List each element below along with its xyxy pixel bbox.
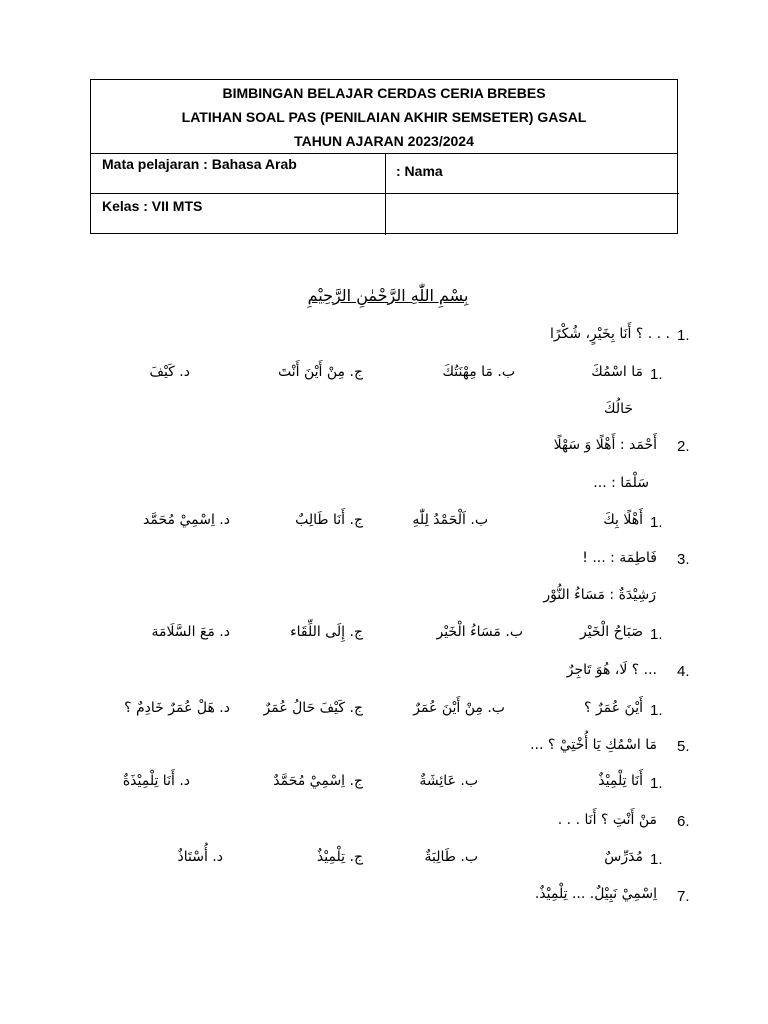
question-6-number: 6. xyxy=(677,813,690,830)
question-5-option-a[interactable]: أَنَا تِلْمِيْذٌ xyxy=(598,773,643,789)
question-4-text: ... ؟ لَا، هُوَ تَاجِرٌ xyxy=(566,662,657,678)
header-table xyxy=(90,79,678,234)
question-3-number: 3. xyxy=(677,551,690,568)
question-3-line-2: رَشِيْدَةٌ : مَسَاءُ النُّوْر xyxy=(543,587,656,603)
question-1-option-a[interactable]: مَا اسْمُكَ xyxy=(591,364,643,380)
question-2-option-number: 1. xyxy=(650,514,663,531)
question-5-option-b[interactable]: ب. عَائِشَةٌ xyxy=(419,773,478,789)
question-5-option-number: 1. xyxy=(650,775,663,792)
question-2-line-2: سَلْمَا : ... xyxy=(593,475,649,491)
header-line-1: BIMBINGAN BELAJAR CERDAS CERIA BREBES xyxy=(222,85,546,101)
question-2-option-d[interactable]: د. اِسْمِيْ مُحَمَّد xyxy=(143,512,230,528)
question-5-option-c[interactable]: ج. اِسْمِيْ مُحَمَّدٌ xyxy=(273,773,363,789)
question-5-option-d[interactable]: د. أَنَا تِلْمِيْذَةٌ xyxy=(122,773,190,789)
name-value-field[interactable] xyxy=(386,194,679,235)
question-6-option-d[interactable]: د. أُسْتَاذٌ xyxy=(177,849,223,865)
question-6-option-number: 1. xyxy=(650,851,663,868)
question-7-text: اِسْمِيْ نَبِيْلٌ. ... تِلْمِيْذٌ. xyxy=(534,886,657,902)
question-2-option-a[interactable]: أَهْلًا بِكَ xyxy=(603,512,643,528)
question-1-option-d[interactable]: د. كَيْفَ xyxy=(149,364,190,380)
question-6-option-a[interactable]: مُدَرِّسٌ xyxy=(604,849,643,865)
class-field: Kelas : VII MTS xyxy=(91,194,386,235)
question-4-option-c[interactable]: ج. كَيْفَ حَالُ عُمَرٌ xyxy=(263,700,363,716)
question-5-text: مَا اسْمُكِ يَا أُخْتِيْ ؟ ... xyxy=(530,737,657,753)
question-6-text: مَنْ أَنْتِ ؟ أَنَا . . . xyxy=(557,812,657,828)
question-2-number: 2. xyxy=(677,438,690,455)
question-2-line-1: أَحْمَد : أَهْلًا وَ سَهْلًا xyxy=(553,437,657,453)
question-2-option-b[interactable]: ب. اَلْحَمْدُ لِلّٰهِ xyxy=(412,512,488,528)
basmala: بِسْمِ اللّٰهِ الرَّحْمٰنِ الرَّحِيْمِ xyxy=(307,286,469,305)
question-1-option-b[interactable]: ب. مَا مِهْنَتُكَ xyxy=(442,364,515,380)
question-1-text: . . . ؟ أَنَا بِخَيْرٍ، شُكْرًا xyxy=(549,326,670,342)
question-1-option-d-cont: حَالُكَ xyxy=(604,401,633,417)
question-4-option-a[interactable]: أَيْنَ عُمَرٌ ؟ xyxy=(584,700,643,716)
name-field[interactable]: : Nama xyxy=(386,154,679,194)
question-3-option-a[interactable]: صَبَاحُ الْخَيْر xyxy=(579,624,643,640)
question-2-option-c[interactable]: ج. أَنَا طَالِبٌ xyxy=(295,512,363,528)
header-line-3: TAHUN AJARAN 2023/2024 xyxy=(294,133,474,149)
question-4-option-d[interactable]: د. هَلْ عُمَرٌ خَادِمٌ ؟ xyxy=(124,700,230,716)
question-5-number: 5. xyxy=(677,738,690,755)
question-1-option-number: 1. xyxy=(650,366,663,383)
subject-field: Mata pelajaran : Bahasa Arab xyxy=(91,154,386,194)
header-line-2: LATIHAN SOAL PAS (PENILAIAN AKHIR SEMSETER) GASAL xyxy=(181,109,587,125)
question-4-option-b[interactable]: ب. مِنْ أَيْنَ عُمَرٌ xyxy=(413,700,505,716)
question-6-option-b[interactable]: ب. طَالِبَةٌ xyxy=(424,849,478,865)
question-1-number: 1. xyxy=(677,327,690,344)
question-3-option-number: 1. xyxy=(650,626,663,643)
question-3-option-c[interactable]: ج. إِلَى اللِّقَاء xyxy=(290,624,363,640)
question-1-option-c[interactable]: ج. مِنْ أَيْنَ أَنْتَ xyxy=(278,364,363,380)
question-3-option-b[interactable]: ب. مَسَاءُ الْخَيْر xyxy=(436,624,523,640)
question-7-number: 7. xyxy=(677,888,690,905)
question-4-option-number: 1. xyxy=(650,702,663,719)
question-4-number: 4. xyxy=(677,663,690,680)
question-3-option-d[interactable]: د. مَعَ السَّلَامَة xyxy=(151,624,230,640)
header-title xyxy=(91,80,677,154)
question-6-option-c[interactable]: ج. تِلْمِيْذٌ xyxy=(316,849,363,865)
question-3-line-1: فَاطِمَة : ... ! xyxy=(582,550,657,566)
